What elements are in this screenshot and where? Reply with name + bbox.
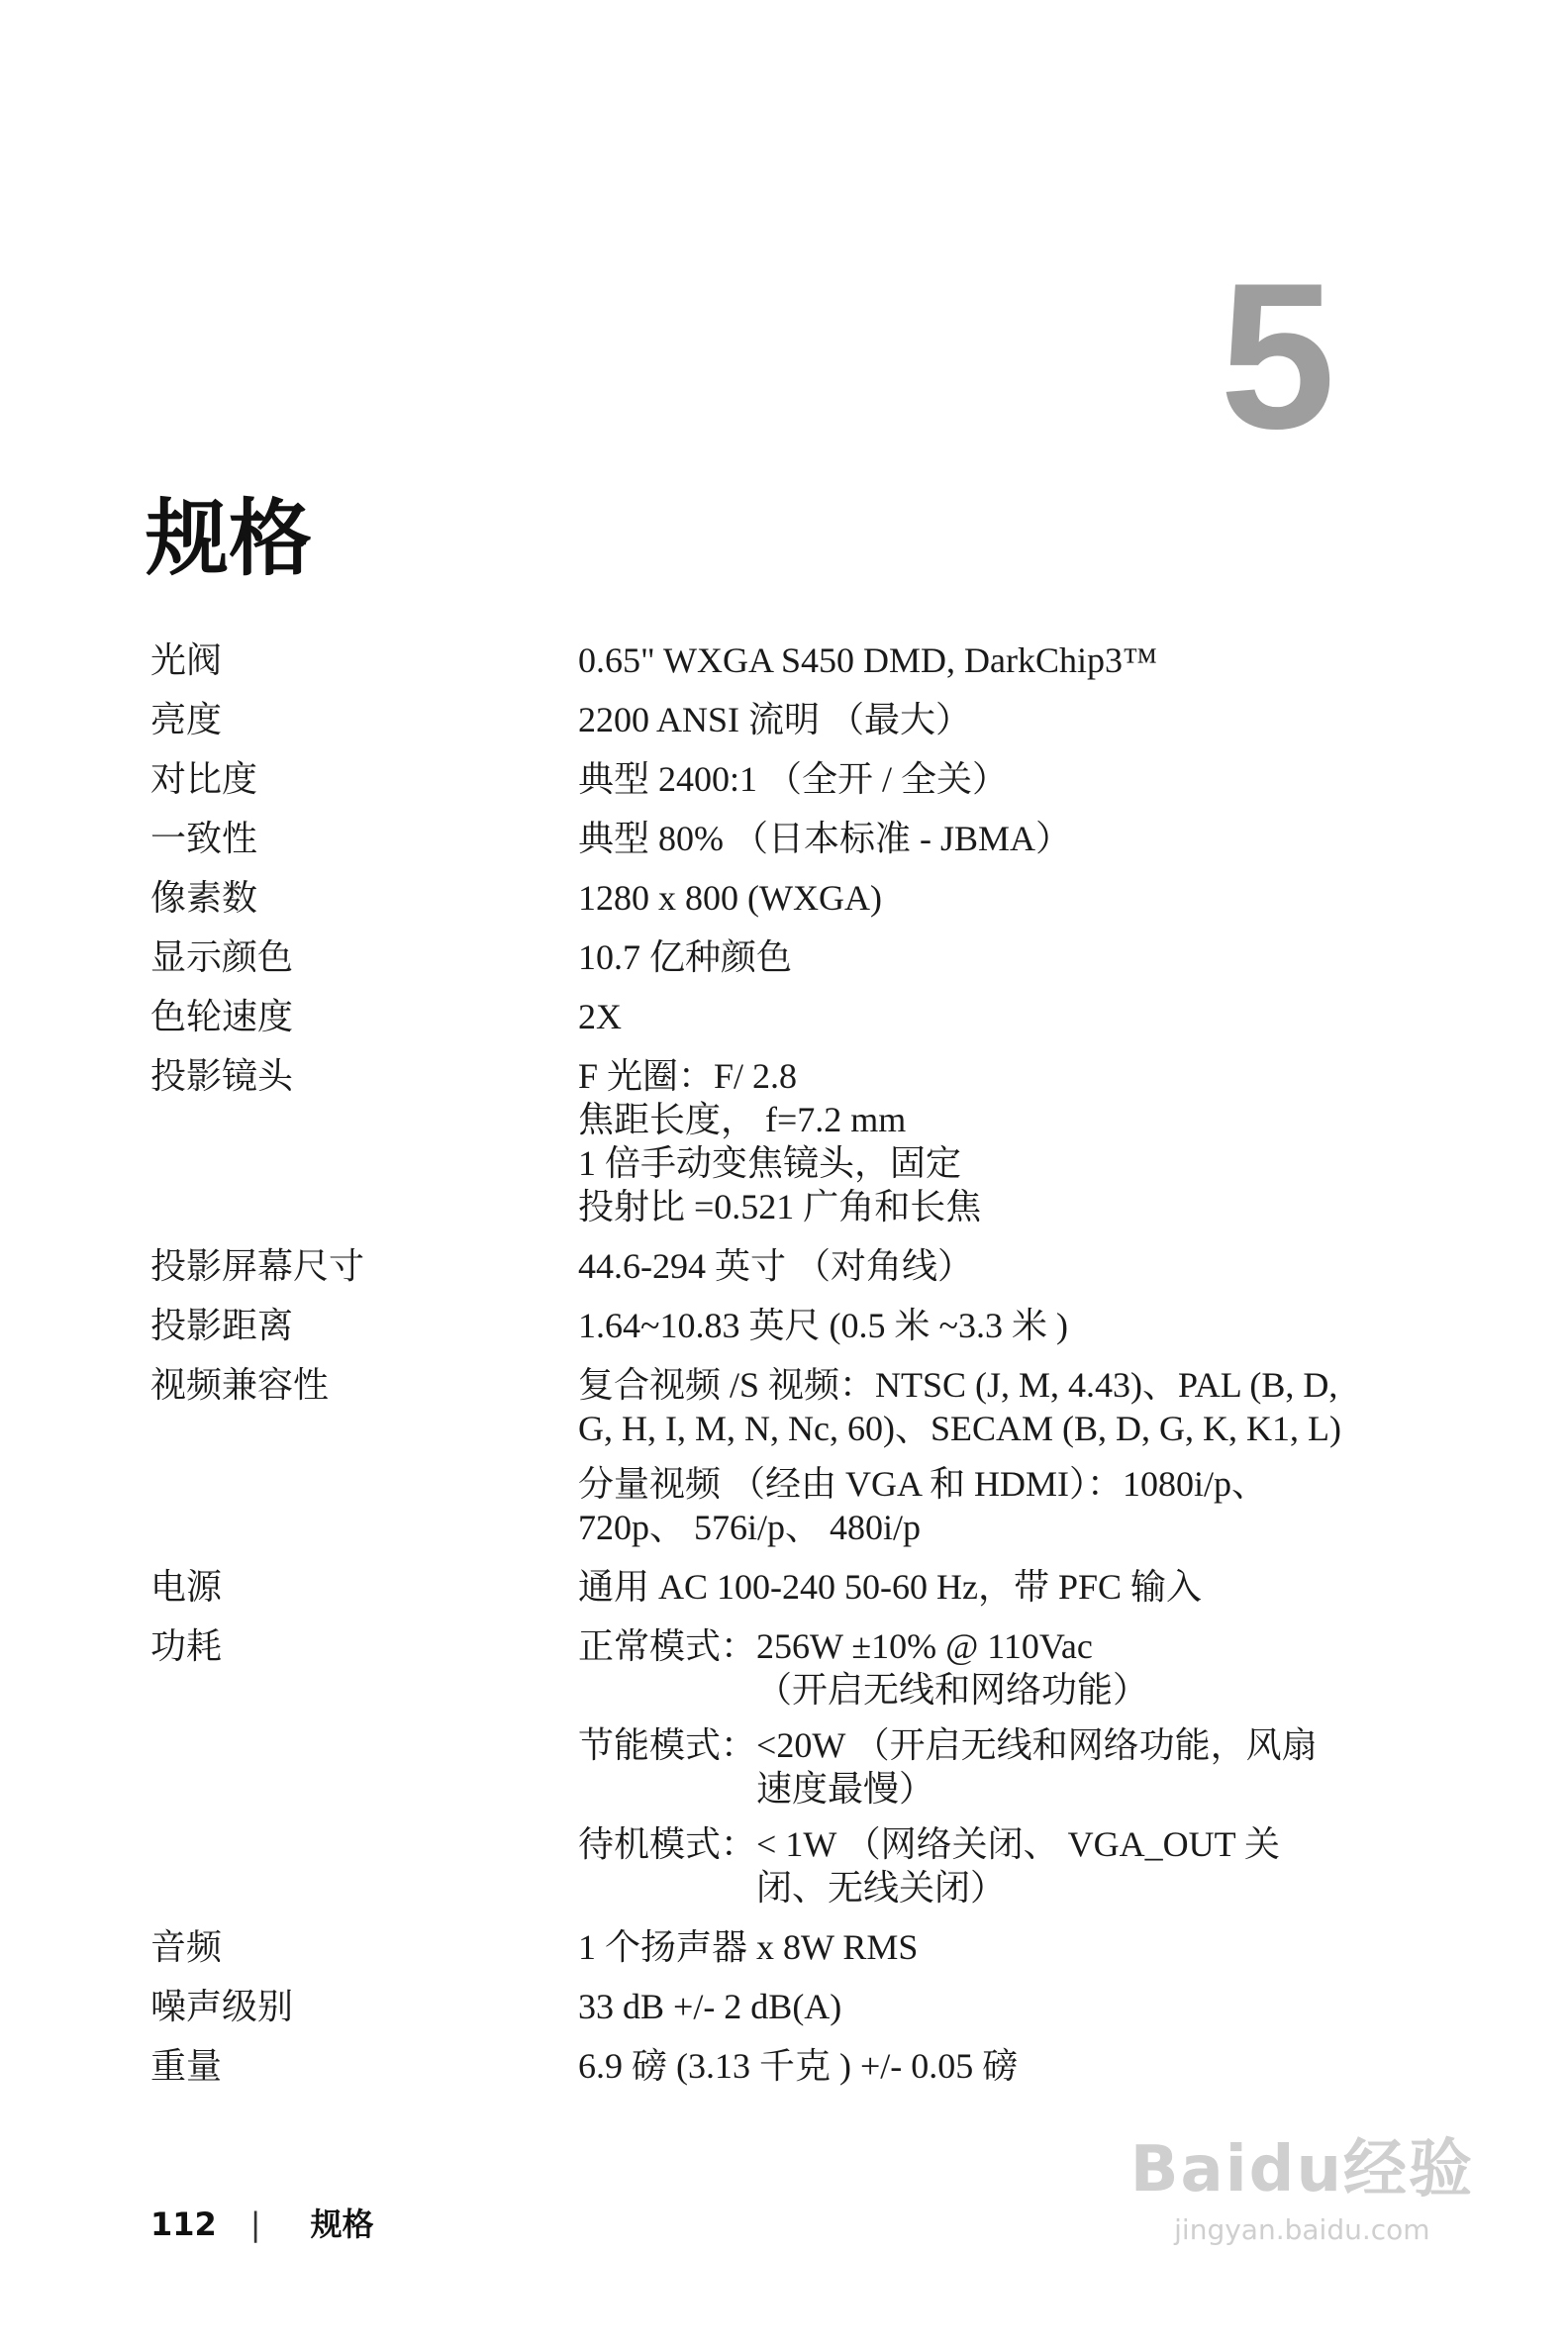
spec-paragraph	[578, 876, 1368, 920]
spec-paragraph	[578, 995, 1368, 1038]
spec-row	[150, 1565, 1368, 1609]
power-mode-name: 待机模式：	[578, 1824, 757, 1864]
power-mode-text	[756, 1723, 1318, 1811]
watermark-url: jingyan.baidu.com	[1174, 2213, 1430, 2246]
spec-label: 光阀	[150, 640, 223, 680]
spec-paragraph	[578, 698, 1368, 741]
spec-value-line: 速度最慢）	[756, 1769, 935, 1809]
spec-value-line: 闭、无线关闭）	[756, 1868, 1007, 1908]
spec-label: 亮度	[150, 700, 223, 739]
spec-paragraph	[578, 1054, 1368, 1228]
spec-row	[150, 757, 1368, 801]
spec-value-line: 2200 ANSI 流明 （最大）	[578, 700, 972, 739]
power-mode-text	[756, 1822, 1280, 1910]
spec-label: 电源	[150, 1567, 223, 1607]
spec-values	[578, 698, 1368, 741]
spec-table	[150, 638, 1368, 2104]
spec-row	[150, 1363, 1368, 1549]
spec-value-line: 1 个扬声器 x 8W RMS	[578, 1927, 919, 1967]
spec-label: 一致性	[150, 819, 258, 858]
spec-label: 投影距离	[150, 1306, 294, 1345]
spec-values	[578, 757, 1368, 801]
spec-row	[150, 817, 1368, 860]
spec-paragraph	[578, 817, 1368, 860]
spec-label: 视频兼容性	[150, 1365, 330, 1405]
spec-value-line: 2X	[578, 997, 622, 1036]
spec-values	[578, 2044, 1368, 2088]
spec-paragraph	[578, 1985, 1368, 2028]
spec-value-line: 33 dB +/- 2 dB(A)	[578, 1987, 842, 2026]
spec-label: 音频	[150, 1927, 223, 1967]
spec-value-line: 1280 x 800 (WXGA)	[578, 878, 882, 918]
spec-value-line: 1 倍手动变焦镜头，固定	[578, 1143, 962, 1183]
spec-values	[578, 1925, 1368, 1969]
spec-value-line: 通用 AC 100-240 50-60 Hz，带 PFC 输入	[578, 1567, 1203, 1607]
power-mode	[578, 1822, 1368, 1910]
spec-values	[578, 1244, 1368, 1288]
spec-label: 重量	[150, 2046, 223, 2086]
page-title: 规格	[146, 490, 313, 587]
spec-values	[578, 1363, 1368, 1549]
spec-paragraph	[578, 935, 1368, 979]
spec-row	[150, 1304, 1368, 1347]
spec-row	[150, 2044, 1368, 2088]
spec-values	[578, 935, 1368, 979]
spec-value-line: 典型 80% （日本标准 - JBMA）	[578, 819, 1072, 858]
spec-values	[578, 1054, 1368, 1228]
power-mode	[578, 1624, 1368, 1712]
spec-paragraph	[578, 1363, 1368, 1450]
spec-paragraph	[578, 2044, 1368, 2088]
spec-row-power	[150, 1624, 1368, 1910]
spec-values	[578, 1624, 1368, 1910]
spec-row	[150, 935, 1368, 979]
spec-paragraph	[578, 638, 1368, 682]
spec-value-line: 6.9 磅 (3.13 千克 ) +/- 0.05 磅	[578, 2046, 1019, 2086]
spec-paragraph	[578, 1462, 1368, 1549]
footer-section-title: 规格	[310, 2205, 374, 2243]
spec-label: 对比度	[150, 759, 258, 799]
spec-value-line: 典型 2400:1 （全开 / 全关）	[578, 759, 1009, 799]
spec-value-line: 焦距长度， f=7.2 mm	[578, 1100, 907, 1139]
spec-values	[578, 1985, 1368, 2028]
spec-value-line: < 1W （网络关闭、 VGA_OUT 关	[756, 1824, 1280, 1864]
spec-value-line: F 光圈：F/ 2.8	[578, 1056, 798, 1096]
spec-values	[578, 1304, 1368, 1347]
spec-value-line: 1.64~10.83 英尺 (0.5 米 ~3.3 米 )	[578, 1306, 1068, 1345]
spec-paragraph	[578, 1925, 1368, 1969]
spec-value-line: 0.65" WXGA S450 DMD, DarkChip3™	[578, 640, 1158, 680]
footer-separator: |	[249, 2205, 261, 2243]
power-mode	[578, 1723, 1368, 1811]
power-mode-name: 节能模式：	[578, 1725, 757, 1765]
spec-value-line: 分量视频 （经由 VGA 和 HDMI）：1080i/p、	[578, 1464, 1268, 1504]
spec-row	[150, 995, 1368, 1038]
spec-label: 显示颜色	[150, 937, 294, 977]
spec-value-line: 256W ±10% @ 110Vac	[756, 1626, 1093, 1666]
spec-value-line: （开启无线和网络功能）	[756, 1670, 1149, 1710]
page-number: 112	[150, 2205, 217, 2243]
spec-values	[578, 638, 1368, 682]
spec-value-line: 720p、 576i/p、 480i/p	[578, 1508, 922, 1547]
spec-row	[150, 638, 1368, 682]
watermark	[1130, 2118, 1474, 2246]
spec-row	[150, 1925, 1368, 1969]
spec-label: 噪声级别	[150, 1987, 294, 2026]
spec-label: 投影镜头	[150, 1056, 294, 1096]
spec-row	[150, 876, 1368, 920]
spec-paragraph	[578, 1244, 1368, 1288]
spec-paragraph	[578, 757, 1368, 801]
spec-row	[150, 1985, 1368, 2028]
spec-values	[578, 995, 1368, 1038]
spec-values	[578, 876, 1368, 920]
spec-value-line: <20W （开启无线和网络功能，风扇	[756, 1725, 1318, 1765]
spec-values	[578, 1565, 1368, 1609]
spec-paragraph	[578, 1304, 1368, 1347]
power-mode-text	[756, 1624, 1148, 1712]
spec-value-line: 44.6-294 英寸 （对角线）	[578, 1246, 973, 1286]
page-footer	[150, 2200, 374, 2245]
spec-values	[578, 817, 1368, 860]
watermark-logo: Baidu经验	[1129, 2133, 1474, 2206]
spec-value-line: G, H, I, M, N, Nc, 60)、SECAM (B, D, G, K, K1, L)	[578, 1409, 1341, 1448]
spec-row	[150, 1244, 1368, 1288]
spec-paragraph	[578, 1565, 1368, 1609]
spec-label: 功耗	[150, 1626, 223, 1666]
spec-value-line: 复合视频 /S 视频：NTSC (J, M, 4.43)、PAL (B, D,	[578, 1365, 1338, 1405]
spec-label: 像素数	[150, 878, 258, 918]
spec-value-line: 10.7 亿种颜色	[578, 937, 793, 977]
spec-label: 色轮速度	[150, 997, 294, 1036]
spec-row	[150, 698, 1368, 741]
chapter-number: 5	[1220, 240, 1335, 472]
spec-value-line: 投射比 =0.521 广角和长焦	[578, 1187, 982, 1226]
spec-row	[150, 1054, 1368, 1228]
spec-label: 投影屏幕尺寸	[150, 1246, 365, 1286]
power-mode-name: 正常模式：	[578, 1626, 757, 1666]
